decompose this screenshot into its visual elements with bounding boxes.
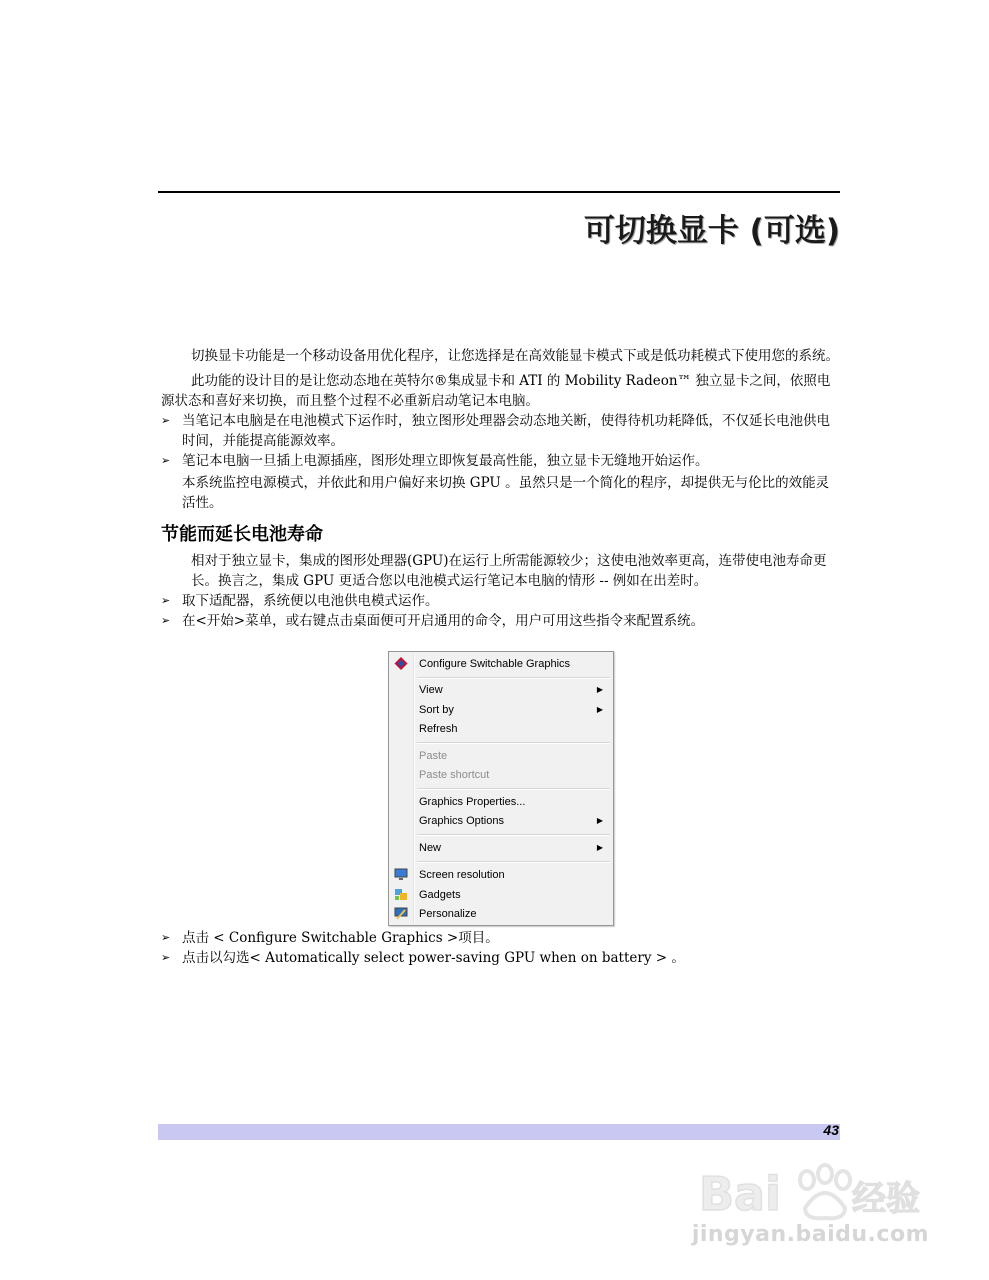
intro-paragraph-1: 切换显卡功能是一个移动设备用优化程序，让您选择是在高效能显卡模式下或是低功耗模式下使用您的系统。 (191, 348, 839, 364)
ati-diamond-icon (394, 657, 408, 670)
summary-paragraph: 本系统监控电源模式，并依此和用户偏好来切换 GPU 。虽然只是一个简化的程序，却提供无与伦比的效能灵活性。 (182, 475, 830, 511)
title-rule (158, 191, 840, 193)
menu-item-label: Paste shortcut (419, 769, 490, 781)
menu-item-configure-switchable-graphics[interactable] (419, 655, 609, 673)
menu-item-graphics-options[interactable] (419, 812, 609, 830)
menu-item-sort-by[interactable] (419, 701, 609, 719)
bullet-text: 取下适配器，系统便以电池供电模式运作。 (182, 593, 439, 609)
menu-item-paste-shortcut (419, 766, 609, 784)
menu-item-label: View (419, 684, 443, 696)
page-title: 可切换显卡 (可选) (583, 213, 840, 249)
monitor-icon (394, 868, 408, 881)
menu-item-paste (419, 747, 609, 765)
menu-separator (417, 861, 610, 863)
bullet-text: 当笔记本电脑是在电池模式下运作时，独立图形处理器会动态地关断，使得待机功耗降低，不仅延长电池供电时间，并能提高能源效率。 (182, 413, 830, 449)
menu-item-screen-resolution[interactable] (419, 866, 609, 884)
document-body (161, 346, 841, 631)
submenu-arrow-icon: ▶ (596, 705, 603, 714)
bullet-text: 点击以勾选< Automatically select power-saving GPU when on battery > 。 (182, 950, 685, 966)
gadgets-icon (394, 888, 408, 901)
menu-gutter (413, 654, 415, 923)
menu-item-graphics-properties[interactable] (419, 793, 609, 811)
menu-item-label: New (419, 842, 442, 854)
arrow-bullet-icon: ➢ (161, 594, 171, 607)
bullet-text: 在<开始>菜单，或右键点击桌面便可开启通用的命令，用户可用这些指令来配置系统。 (182, 613, 705, 629)
footer-bar (158, 1124, 840, 1140)
menu-item-label: Configure Switchable Graphics (419, 658, 571, 670)
submenu-arrow-icon: ▶ (596, 685, 603, 694)
bullet-item (161, 928, 841, 948)
menu-item-label: Graphics Properties... (419, 796, 526, 808)
menu-item-label: Screen resolution (419, 869, 505, 881)
watermark-url: jingyan.baidu.com (691, 1222, 929, 1247)
menu-item-personalize[interactable] (419, 905, 609, 923)
after-menu-steps (161, 928, 841, 968)
personalize-icon (394, 907, 408, 920)
submenu-arrow-icon: ▶ (596, 843, 603, 852)
page-number: 43 (823, 1122, 839, 1138)
bullet-item (161, 611, 841, 631)
bullet-item (161, 451, 841, 471)
menu-item-label: Sort by (419, 704, 454, 716)
intro-paragraph-2: 此功能的设计目的是让您动态地在英特尔®集成显卡和 ATI 的 Mobility Radeon™ 独立显卡之间，依照电源状态和喜好来切换，而且整个过程不必重新启动笔记本电脑。 (161, 373, 831, 409)
bullet-item (161, 591, 841, 611)
arrow-bullet-icon: ➢ (161, 454, 171, 467)
menu-item-view[interactable] (419, 681, 609, 699)
menu-separator (417, 742, 610, 744)
menu-item-gadgets[interactable] (419, 886, 609, 904)
section-paragraph: 相对于独立显卡，集成的图形处理器(GPU)在运行上所需能源较少；这使电池效率更高，连带使电池寿命更长。换言之，集成 GPU 更适合您以电池模式运行笔记本电脑的情形 -- 例如在出差时。 (191, 553, 827, 589)
svg-text:经验: 经验 (852, 1179, 920, 1219)
section-heading: 节能而延长电池寿命 (161, 524, 323, 545)
submenu-arrow-icon: ▶ (596, 816, 603, 825)
bullet-text: 笔记本电脑一旦插上电源插座，图形处理立即恢复最高性能，独立显卡无缝地开始运作。 (182, 453, 709, 469)
arrow-bullet-icon: ➢ (161, 414, 171, 427)
bullet-text: 点击 < Configure Switchable Graphics >项目。 (182, 930, 499, 946)
menu-item-label: Personalize (419, 908, 477, 920)
arrow-bullet-icon: ➢ (161, 931, 171, 944)
bullet-item (161, 411, 841, 451)
menu-separator (417, 834, 610, 836)
desktop-context-menu (388, 651, 614, 926)
menu-item-label: Refresh (419, 723, 458, 735)
menu-item-label: Paste (419, 750, 448, 762)
arrow-bullet-icon: ➢ (161, 614, 171, 627)
menu-separator (417, 677, 610, 679)
arrow-bullet-icon: ➢ (161, 951, 171, 964)
menu-item-label: Gadgets (419, 889, 461, 901)
menu-item-refresh[interactable] (419, 720, 609, 738)
menu-item-new[interactable] (419, 839, 609, 857)
menu-separator (417, 788, 610, 790)
bullet-item (161, 948, 841, 968)
svg-text:Bai: Bai (699, 1167, 781, 1221)
menu-item-label: Graphics Options (419, 815, 504, 827)
